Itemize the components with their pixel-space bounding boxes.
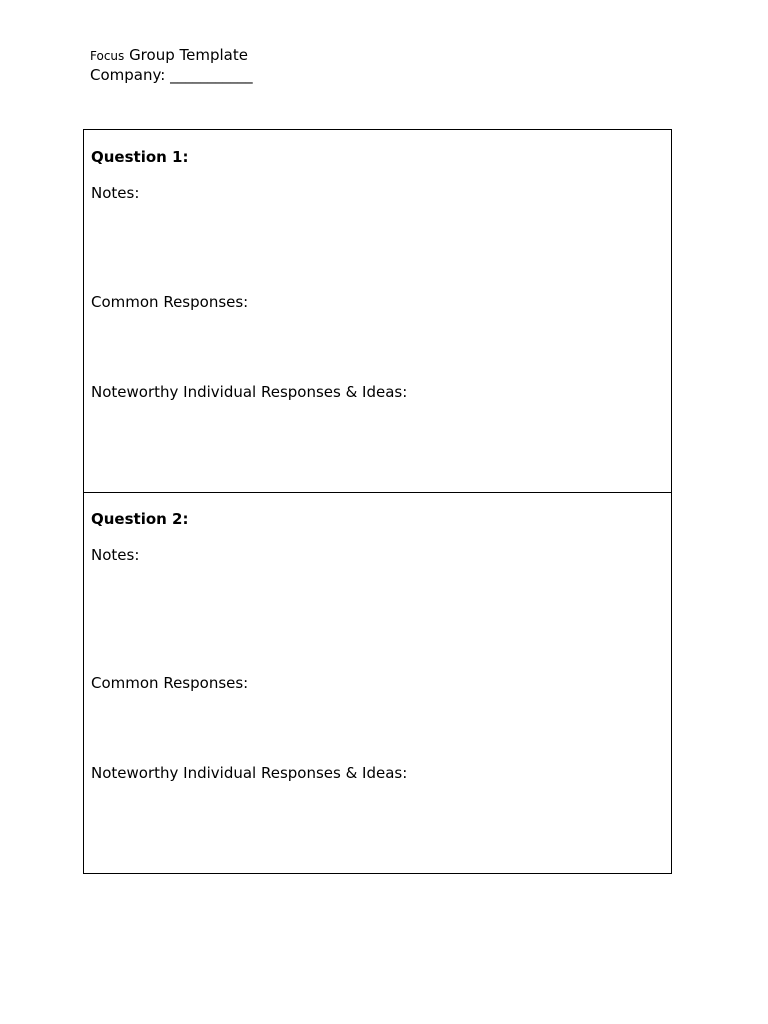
common-responses-label: Common Responses: [91,293,249,311]
title-prefix: Focus [90,49,125,63]
questions-table [83,129,672,874]
question-cell-2 [84,493,671,873]
title-rest: Group Template [129,46,248,64]
question-cell-1 [84,130,671,493]
notes-label: Notes: [91,546,140,564]
document-header [90,46,253,85]
company-line [90,66,253,85]
company-blank: ___________ [170,66,253,84]
noteworthy-responses-label: Noteworthy Individual Responses & Ideas: [91,383,408,401]
notes-label: Notes: [91,184,140,202]
question-label: Question 1: [91,148,189,166]
question-label: Question 2: [91,510,189,528]
company-label: Company: [90,66,166,84]
noteworthy-responses-label: Noteworthy Individual Responses & Ideas: [91,764,408,782]
common-responses-label: Common Responses: [91,674,249,692]
document-title [90,46,253,66]
